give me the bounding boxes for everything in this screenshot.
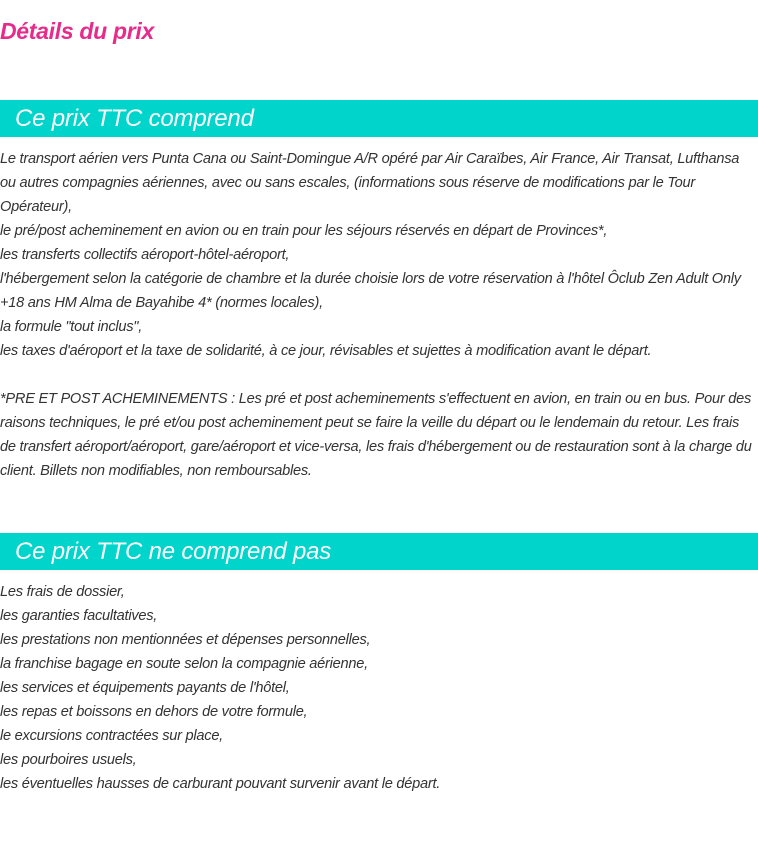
list-item: les taxes d'aéroport et la taxe de solidarité, à ce jour, révisables et sujettes à modification avant le départ. xyxy=(0,343,652,359)
list-item: la franchise bagage en soute selon la compagnie aérienne, xyxy=(0,656,368,672)
excludes-heading: Ce prix TTC ne comprend pas xyxy=(0,533,758,570)
list-item: la formule "tout inclus", xyxy=(0,319,143,335)
includes-heading: Ce prix TTC comprend xyxy=(0,100,758,137)
excludes-list xyxy=(0,580,758,796)
list-item: Le transport aérien vers Punta Cana ou Saint-Domingue A/R opéré par Air Caraïbes, Air France, Air Transat, Lufthansa ou autres compagnies aériennes, avec ou sans escales, (informations sous réserve de modifications par le Tour Opérateur), xyxy=(0,151,740,215)
list-item: l'hébergement selon la catégorie de chambre et la durée choisie lors de votre réservation à l'hôtel Ôclub Zen Adult Only +18 ans HM Alma de Bayahibe 4* (normes locales), xyxy=(0,271,741,311)
includes-list xyxy=(0,147,758,363)
list-item: les services et équipements payants de l'hôtel, xyxy=(0,680,290,696)
page-title: Détails du prix xyxy=(0,18,154,44)
list-item: les garanties facultatives, xyxy=(0,608,158,624)
list-item: Les frais de dossier, xyxy=(0,584,125,600)
list-item: les repas et boissons en dehors de votre formule, xyxy=(0,704,308,720)
list-item: les pourboires usuels, xyxy=(0,752,137,768)
list-item: les éventuelles hausses de carburant pouvant survenir avant le départ. xyxy=(0,776,441,792)
list-item: le excursions contractées sur place, xyxy=(0,728,223,744)
transfer-note: *PRE ET POST ACHEMINEMENTS : Les pré et post acheminements s'effectuent en avion, en train ou en bus. Pour des raisons techniques, le pré et/ou post acheminement peut se faire la veille du départ ou le lendemain du retour. Les frais de transfert aéroport/aéroport, gare/aéroport et vice-versa, les frais d'hébergement ou de restauration sont à la charge du client. Billets non modifiables, non remboursables. xyxy=(0,391,752,479)
list-item: le pré/post acheminement en avion ou en train pour les séjours réservés en départ de Provinces*, xyxy=(0,223,608,239)
list-item: les transferts collectifs aéroport-hôtel-aéroport, xyxy=(0,247,290,263)
list-item: les prestations non mentionnées et dépenses personnelles, xyxy=(0,632,371,648)
